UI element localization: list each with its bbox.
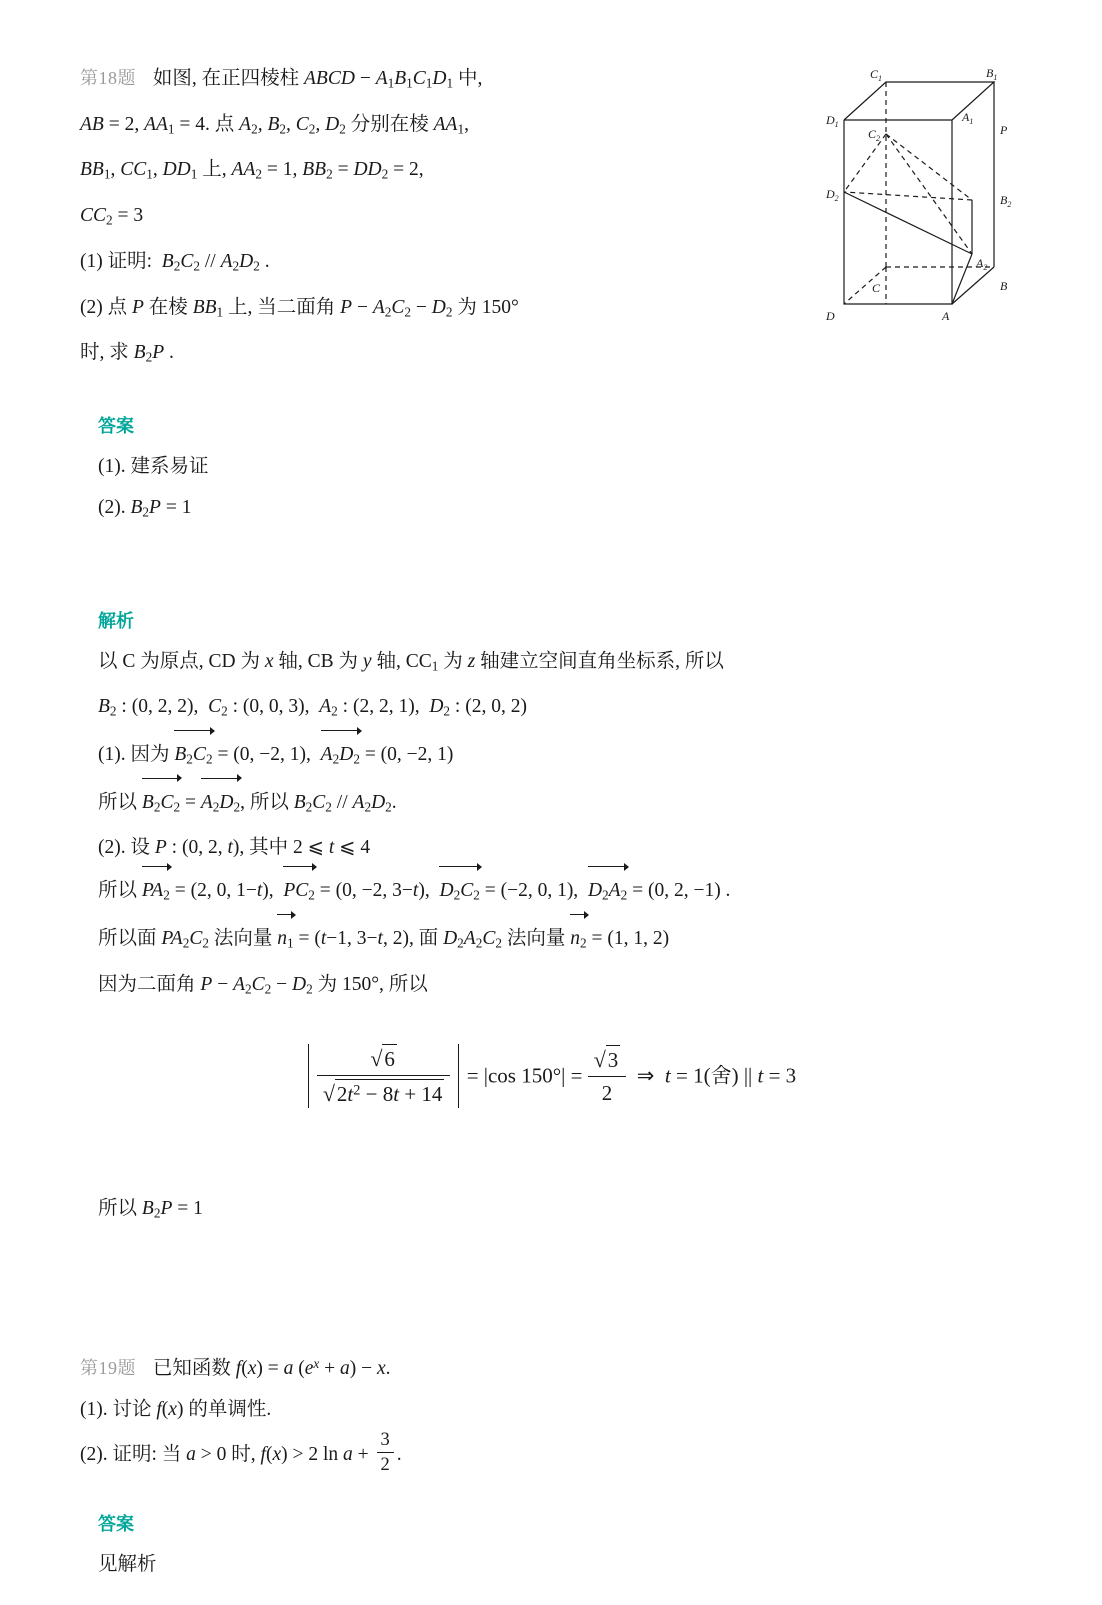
answer-18-line-1: (1). 建系易证 (98, 455, 209, 477)
svg-text:C: C (872, 281, 881, 295)
problem-18-part-1: (1) 证明: $B_2C_2 // A_2D_2$ . (80, 250, 270, 274)
problem-18-line-4: $CC_2 = 3$ (80, 205, 144, 228)
problem-18-line-2: AB = 2, $AA_1 = 4$. 点 $A_2$, $B_2$, $C_2$, $D_2$ 分别在棱 $AA_1$, (80, 113, 469, 137)
solution-18-line-7: 所以面 $PA_2C_2$ 法向量 $n_1 = (t-1$, 3−t, 2), 面 $D_2A_2C_2$ 法向量 $n_2 = (1$, 1, 2) (98, 916, 1022, 964)
problem-19-part-1: (1). 讨论 f(x) 的单调性. (80, 1399, 272, 1421)
solution-18-line-2: $B_2$ : (0, 2, 2), $C_2$ : (0, 0, 3), $A_2$ : (2, 2, 1), $D_2$ : (2, 0, 2) (98, 696, 527, 720)
solution-18-line-5: (2). 设 P : (0, 2, t), 其中 2 ⩽ t ⩽ 4 (98, 837, 371, 859)
svg-text:P: P (1000, 123, 1008, 137)
svg-text:B: B (1000, 279, 1008, 293)
problem-19-number: 第19题 (80, 1358, 136, 1379)
svg-text:D1: $D_1$ (826, 113, 839, 129)
solution-18-line-6: 所以 $PA_2 = (2$, 0, 1−t), $PC_2 = (0$, −2, 3−t), $D_2C_2 = (-2$, 0, 1), $D_2A_2 = (0$, 2, −1) . (98, 868, 1022, 916)
problem-18-part-2: (2) 点 P 在棱 $BB_1$ 上, 当二面角 $P - A_2C_2 - D_2$ 为 150° (80, 296, 519, 320)
problem-18-number: 第18题 (80, 68, 136, 88)
answer-heading-19: 答案 (98, 1513, 134, 1534)
solution-18-line-1: 以 C 为原点, CD 为 x 轴, CB 为 y 轴, $CC_1$ 为 z 轴建立空间直角坐标系, 所以 (98, 650, 724, 674)
svg-text:A2: $A_2$ (976, 256, 988, 272)
solution-heading-18: 解析 (98, 610, 134, 631)
solution-18-line-4: 所以 $B_2C_2$ = $A_2D_2$, 所以 $B_2C_2 // A_2D_2$. (98, 780, 1022, 828)
problem-18-line-3: $BB_1$, $CC_1$, $DD_1$ 上, $AA_2 = 1$, $BB_2 = DD_2 = 2$, (80, 159, 424, 183)
problem-18-line-1: 第18题 如图, 在正四棱柱 ABCD − $A_1B_1C_1D_1$ 中, (80, 68, 483, 91)
solution-18-line-8: 因为二面角 $P - A_2C_2 - D_2$ 为 150°, 所以 (98, 973, 428, 997)
prism-figure (824, 52, 1024, 330)
problem-19-part-2: (2). 证明: 当 a > 0 时, f(x) > 2 ln a + $\frac{3}{2}$ . (80, 1429, 402, 1476)
answer-heading-18: 答案 (98, 415, 134, 436)
solution-18-line-9: 所以 $B_2P = 1$ (98, 1197, 203, 1221)
svg-text:A: A (942, 309, 950, 323)
problem-19-line-1: 第19题 已知函数 f(x) = a $(e^x + a) - x$. (80, 1356, 391, 1380)
svg-text:C1: $C_1$ (870, 67, 883, 83)
answer-19-text: 见解析 (98, 1553, 157, 1575)
svg-text:D2: $D_2$ (826, 187, 839, 203)
svg-text:B2: $B_2$ (1000, 193, 1012, 209)
solution-18-display-equation: $\frac{√6}{√2t^2 - 8t + 14}$ = |cos 150°| = $\frac{√3}{2}$ ⇒ t = 1(舍) || t = 3 (80, 1044, 1022, 1108)
svg-text:B1: $B_1$ (986, 66, 998, 82)
problem-18-part-2-cont: 时, 求 $B_2P$ . (80, 342, 174, 365)
svg-text:A1: $A_1$ (962, 110, 974, 126)
svg-text:D: D (826, 309, 835, 323)
svg-text:C2: $C_2$ (868, 127, 881, 143)
problem-18-stem (80, 58, 720, 378)
problem-19-stem (80, 1343, 1022, 1475)
solution-18-line-3: (1). 因为 $B_2C_2 = (0$, −2, 1), $A_2D_2 = (0$, −2, 1) (98, 732, 1022, 780)
answer-18-line-2: (2). $B_2P = 1$ (98, 496, 192, 520)
